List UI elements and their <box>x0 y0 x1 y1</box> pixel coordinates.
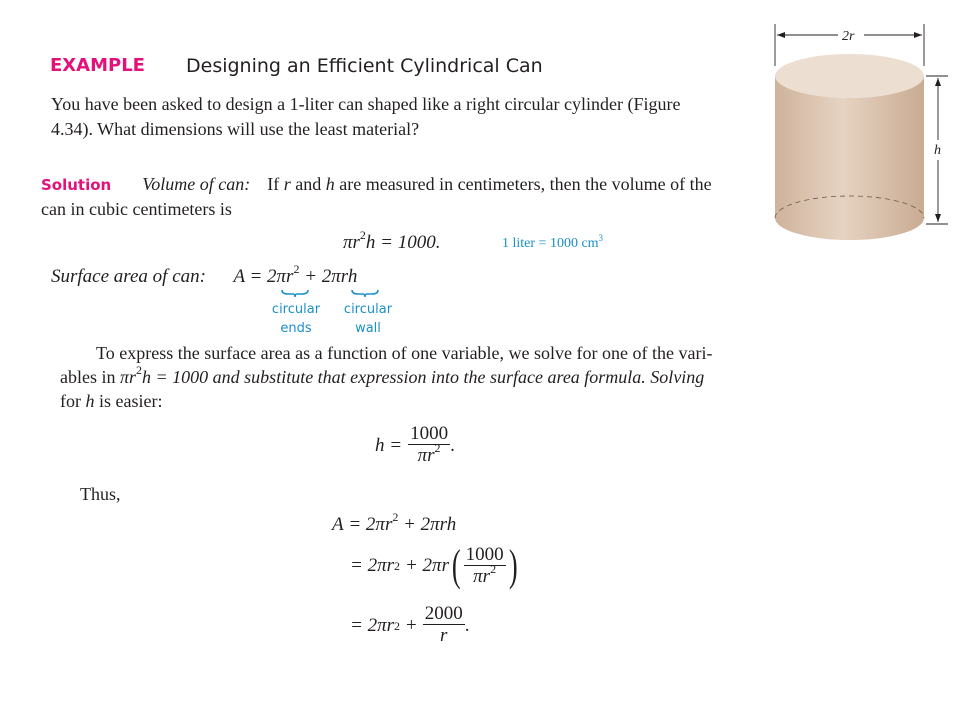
label-wall-line-2: wall <box>355 321 381 336</box>
volume-h-eq: h = 1000. <box>365 232 441 253</box>
surface-heading: Surface area of can: <box>51 266 206 287</box>
paragraph-line-3-a: for <box>60 391 81 411</box>
volume-exp: 2 <box>359 228 366 242</box>
derivation-row-2: = 2πr 2 + 2πr ( $\frac{1000}{\pi r^2}$ ) <box>350 541 518 590</box>
intro-line-2: 4.34). What dimensions will use the least material? <box>51 119 420 139</box>
cylinder-figure <box>760 18 955 263</box>
var-h: h <box>325 174 335 194</box>
h-fraction-num: 1000 <box>410 423 449 444</box>
derivation-row-3-num: 2000 <box>424 603 463 624</box>
paragraph-line-2-eq: πr <box>120 367 137 387</box>
h-fraction <box>408 424 450 467</box>
surface-area-line <box>51 262 358 288</box>
paragraph-line-3-var: h <box>85 391 95 411</box>
left-paren-icon: ( <box>451 541 461 590</box>
derivation-row-2-den-exp: 2 <box>490 561 497 576</box>
label-ends-line-1: circular <box>271 302 321 317</box>
solution-label: Solution <box>41 176 112 194</box>
wall-brace-icon <box>351 289 379 297</box>
h-solution-lhs: h = <box>375 434 403 456</box>
height-label: h <box>934 143 941 158</box>
derivation-row-1-tail: + 2πrh <box>403 514 457 535</box>
cylinder-top <box>775 54 924 98</box>
right-paren-icon: ) <box>508 541 518 590</box>
height-arrow-up-icon <box>935 78 941 86</box>
derivation-row-3-fraction <box>423 604 465 647</box>
diameter-arrow-left-icon <box>777 32 785 38</box>
h-fraction-den-exp: 2 <box>434 441 441 455</box>
derivation-row-1-lhs: A <box>332 514 344 535</box>
h-fraction-den: πr <box>417 445 435 466</box>
solution-text-c: are measured in centimeters, then the volume of the <box>339 174 712 194</box>
cylinder-body <box>775 76 924 240</box>
derivation-row-3: = 2πr 2 + $\frac{2000}{r}$ . <box>350 603 470 646</box>
ends-brace-icon <box>281 289 309 297</box>
liter-note-text: 1 liter = 1000 cm <box>502 236 599 251</box>
liter-note-exp: 3 <box>598 233 604 243</box>
derivation-row-1-a: = 2πr <box>348 514 393 535</box>
derivation-row-2-mid: + 2πr <box>404 555 449 576</box>
solution-line-1 <box>41 172 712 197</box>
example-title: Designing an Efficient Cylindrical Can <box>186 55 543 77</box>
paragraph-line-2-a: ables in <box>60 367 116 387</box>
paragraph-line-3-b: is easier: <box>99 391 163 411</box>
solution-text-b: and <box>295 174 322 194</box>
derivation-row-1 <box>332 510 457 536</box>
example-label: EXAMPLE <box>50 55 145 76</box>
thus-text: Thus, <box>80 484 121 504</box>
derivation-row-3-a: = 2πr <box>350 614 394 636</box>
var-r: r <box>283 174 291 194</box>
paragraph-line-2-b: h = 1000 and substitute that expression into the surface area formula. Solving <box>142 367 705 387</box>
paragraph-line-2-exp: 2 <box>136 363 143 377</box>
h-solution <box>375 424 455 467</box>
h-solution-tail: . <box>450 434 455 456</box>
solution-line-2: can in cubic centimeters is <box>41 199 232 219</box>
paragraph-line-2 <box>60 365 704 389</box>
label-wall-line-1: circular <box>343 302 393 317</box>
derivation-row-3-den: r <box>440 625 448 646</box>
solution-heading: Volume of can: <box>142 174 251 194</box>
surface-exp: 2 <box>293 262 300 276</box>
paragraph-line-1: To express the surface area as a function of one variable, we solve for one of the vari- <box>96 343 713 363</box>
height-arrow-down-icon <box>935 214 941 222</box>
solution-text-a: If <box>267 174 280 194</box>
derivation-row-3-tail: . <box>464 614 470 636</box>
intro-line-1: You have been asked to design a 1-liter can shaped like a right circular cylinder (Figure <box>51 94 681 114</box>
liter-note <box>502 233 604 252</box>
label-circular-ends <box>266 300 326 338</box>
derivation-row-2-num: 1000 <box>465 543 504 565</box>
derivation-row-3-mid: + <box>405 614 417 636</box>
label-circular-wall <box>338 300 398 338</box>
derivation-row-2-fraction <box>464 545 506 588</box>
diameter-arrow-right-icon <box>914 32 922 38</box>
label-ends-line-2: ends <box>280 321 312 336</box>
derivation-row-2-a: = 2πr <box>350 555 394 576</box>
derivation-row-1-exp: 2 <box>392 510 399 524</box>
surface-lhs: A = 2πr <box>233 266 294 287</box>
diameter-label: 2r <box>842 29 855 44</box>
volume-equation <box>343 228 441 254</box>
derivation-row-2-den: πr <box>473 565 491 587</box>
volume-pi-r: πr <box>343 232 360 253</box>
surface-rhs: + 2πrh <box>304 266 358 287</box>
paragraph-line-3 <box>60 389 162 413</box>
